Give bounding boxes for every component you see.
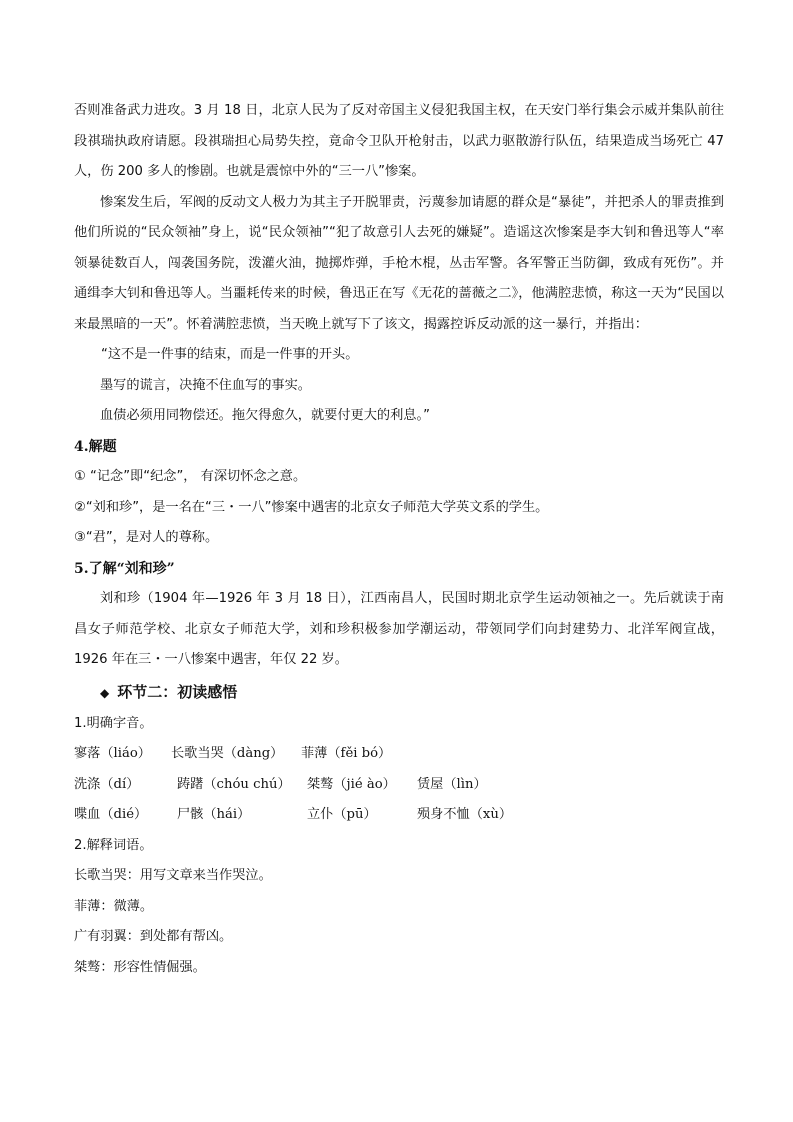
explanation-item-1: ① “记念”即“纪念”， 有深切怀念之意。 xyxy=(74,469,307,484)
word-item: 赁屋（lìn） xyxy=(417,776,487,792)
section-heading-part2 xyxy=(74,676,724,709)
word-item: 寥落（liáo） xyxy=(74,746,151,761)
explanation-item-3: ③“君”，是对人的尊称。 xyxy=(74,530,219,545)
word-item: 桀骜（jié ào） xyxy=(307,776,396,792)
word-item: 尸骸（hái） xyxy=(177,807,251,822)
document-page xyxy=(74,96,724,983)
paragraph-aftermath: 惨案发生后，军阀的反动文人极力为其主子开脱罪责，污蔑参加请愿的群众是“暴徒”，并把杀人的罪责推到他们所说的“民众领袖”身上，说“民众领袖”“犯了故意引人去死的嫌疑”。造谣这次惨案是李大钊和鲁迅等人“率领暴徒数百人，闯袭国务院，泼灌火油，抛掷炸弹，手枪木棍，丛击军警。各军警正当防御，致成有死伤”。并通缉李大钊和鲁迅等人。当噩耗传来的时候，鲁迅正在写《无花的蔷薇之二》，他满腔悲愤，称这一天为“民国以来最黑暗的一天”。怀着满腔悲愤，当天晚上就写下了该文，揭露控诉反动派的这一暴行，并指出： xyxy=(74,194,724,332)
pronunciation-row-3 xyxy=(74,800,724,831)
definition-item: 长歌当哭：用写文章来当作哭泣。 xyxy=(74,868,272,883)
diamond-bullet-icon: ◆ xyxy=(100,685,110,700)
section-title: 环节二：初读感悟 xyxy=(117,682,238,701)
pronunciation-row-1 xyxy=(74,739,724,770)
heading-about-liu-hezhen: 5.了解“刘和珍” xyxy=(74,560,175,577)
word-item: 踌躇（chóu chú） xyxy=(177,776,291,792)
quote-line-1: “这不是一件事的结束，而是一件事的开头。 xyxy=(101,347,359,362)
word-item: 喋血（dié） xyxy=(74,807,148,822)
paragraph-background: 否则准备武力进攻。3 月 18 日，北京人民为了反对帝国主义侵犯我国主权，在天安门举行集会示威并集队前往段祺瑞执政府请愿。段祺瑞担心局势失控，竟命令卫队开枪射击，以武力驱散游行队伍，结果造成当场死亡 47 人，伤 200 多人的惨剧。也就是震惊中外的“三一八”惨案。 xyxy=(74,103,724,179)
subheading-pronunciation: 1.明确字音。 xyxy=(74,715,153,731)
quote-line-3: 血债必须用同物偿还。拖欠得愈久，就要付更大的利息。” xyxy=(100,408,430,423)
definition-item: 桀骜：形容性情倔强。 xyxy=(74,959,206,975)
explanation-item-2: ②“刘和珍”，是一名在“三・一八”惨案中遇害的北京女子师范大学英文系的学生。 xyxy=(74,499,549,515)
quote-line-2: 墨写的谎言，决掩不住血写的事实。 xyxy=(100,377,311,393)
subheading-definitions: 2.解释词语。 xyxy=(74,837,153,853)
heading-title-explanation: 4.解题 xyxy=(74,438,117,455)
paragraph-liu-hezhen-bio: 刘和珍（1904 年—1926 年 3 月 18 日），江西南昌人，民国时期北京学生运动领袖之一。先后就读于南昌女子师范学校、北京女子师范大学，刘和珍积极参加学潮运动，带领同学们向封建势力、北洋军阀宣战，1926 年在三・一八惨案中遇害，年仅 22 岁。 xyxy=(74,591,724,667)
definition-item: 菲薄：微薄。 xyxy=(74,898,154,914)
definition-item: 广有羽翼：到处都有帮凶。 xyxy=(74,929,233,944)
word-item: 洗涤（dí） xyxy=(74,776,140,792)
pronunciation-row-2 xyxy=(74,770,724,801)
word-item: 菲薄（fěi bó） xyxy=(301,746,392,761)
word-item: 长歌当哭（dàng） xyxy=(171,746,284,761)
word-item: 立仆（pū） xyxy=(307,807,377,822)
word-item: 殒身不恤（xù） xyxy=(417,807,513,822)
